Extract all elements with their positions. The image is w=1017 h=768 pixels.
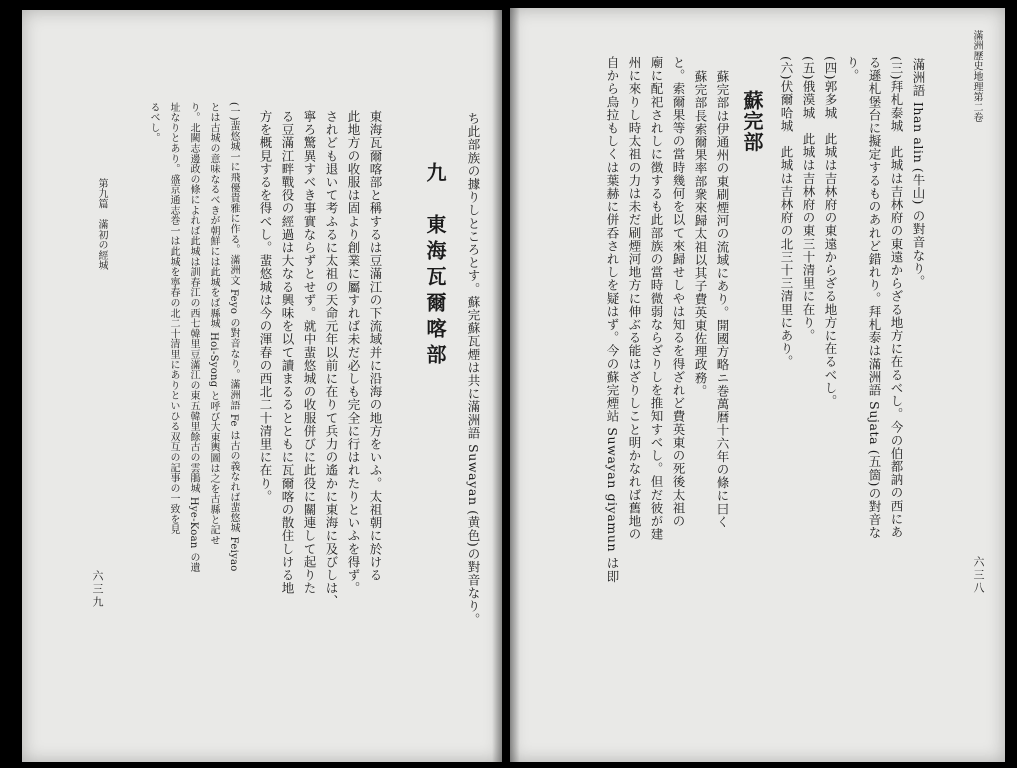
right-page <box>510 8 1005 762</box>
left-col-4: 此地方の收服は固より創業に屬すれば未だ必しも完全に行はれたりといふを得ず。 <box>346 110 361 595</box>
left-col-8: 方を概見するを得べし。蜚悠城は今の渾春の西北二十清里に在り。 <box>258 110 273 503</box>
right-col-11: と。索爾果等の當時幾何を以て來歸せしやは知るを得ざれど費英東の死後太祖の <box>671 56 686 528</box>
left-col-7: る豆滿江畔戰役の經過は大なる興味を以て讀まるるとともに瓦爾喀の散住しける地 <box>280 110 295 595</box>
right-col-14: 自から烏拉もしくは葉赫に併呑されしを疑はず。今の蘇完煙站 Suwayan giyamun は即 <box>605 56 620 583</box>
footnote-5: るべし。 <box>148 102 159 144</box>
right-col-4: り。 <box>845 56 860 83</box>
section-title-sowan: 蘇完部 <box>740 90 764 152</box>
right-page-gutter-shadow <box>510 8 520 762</box>
footnote-3: り。北闕志邊政の條によれば此城は訓春江の西七韓里豆滿江の東五韓里餘古の雲鵑城 Hye-Koan の遺 <box>188 102 199 573</box>
right-col-3: る遜札堡台に擬定するものあれど錯れり。拜札泰は滿洲語 Sujata (五箇)の對音な <box>867 56 882 540</box>
right-col-9: 蘇完部は伊通州の東刷煙河の流域にあり。開國方略ニ巻萬暦十六年の條に曰く <box>715 70 730 529</box>
section-title-east-sea-warka: 九 東海瓦爾喀部 <box>423 162 447 370</box>
left-page <box>22 10 502 762</box>
left-col-6: 寧ろ驚異すべき事實ならずとせず。就中蜚悠城の收服併びに此役に關連して起りた <box>302 110 317 595</box>
right-col-2: (三)拜札泰城 此城は吉林府の東遠からざる地方に在るべし。今の伯都訥の西にあ <box>889 56 904 539</box>
right-col-5: (四)郭多城 此城は吉林府の東遠からざる地方に在るべし。 <box>823 56 838 408</box>
footnote-4: 址なりとあり。盛京通志巻一は此城を寧春の北二十清里にありといひる双互の記事の一致を見 <box>168 102 179 535</box>
left-page-gutter-shadow <box>492 10 502 762</box>
right-col-13: 州に來りし時太祖の力は未だ刷煙河地方に伸ぶる能はざりしこと明かなれば舊地の <box>627 56 642 541</box>
right-col-7: (六)伏爾哈城 此城は吉林府の北三十三清里にあり。 <box>779 56 794 369</box>
right-running-head: 滿洲歷史地理第二卷 <box>971 30 982 123</box>
footnote-2: とは古城の意味なるべきが朝鮮には此城をば縣城 Hoi-Syong と呼び大東輿圖は之を古縣と記せ <box>208 102 219 546</box>
right-col-6: (五)俄漠城 此城は吉林府の東三十清里に在り。 <box>801 56 816 343</box>
right-col-12: 廟に配祀されしに徴するも此部族の當時微弱ならざりしを推知すべし。但だ彼が建 <box>649 56 664 541</box>
right-page-number: 六三八 <box>972 556 985 595</box>
right-col-10: 蘇完部長索爾果率部衆來歸太祖以其子費英東佐理政務。 <box>693 70 708 398</box>
left-col-1: ち此部族の據りしところとす。蘇完蘇瓦煙は共に滿洲語 Suwayan (黄色)の對音なり。 <box>466 112 481 626</box>
left-running-head: 第九篇 滿初の經城 <box>96 178 107 271</box>
right-col-1: 滿洲語 Ihan alin (牛山) の對音なり。 <box>911 58 926 289</box>
left-page-number: 六三九 <box>91 570 104 609</box>
left-col-3: 東海瓦爾喀部と稱するは豆滿江の下流域并に沿海の地方をいふ。太祖朝に於ける <box>368 110 383 582</box>
footnote-1: (一)蜚悠城一に飛優貴雅に作る。滿洲文 Feyo の對音なり。滿洲語 Fe は古の義なれば蜚悠城 Feiyao <box>228 102 239 572</box>
left-col-5: されども退いて考ふるに太祖の天命元年以前に在りて兵力の遙かに東海に及びしは、 <box>324 110 339 608</box>
